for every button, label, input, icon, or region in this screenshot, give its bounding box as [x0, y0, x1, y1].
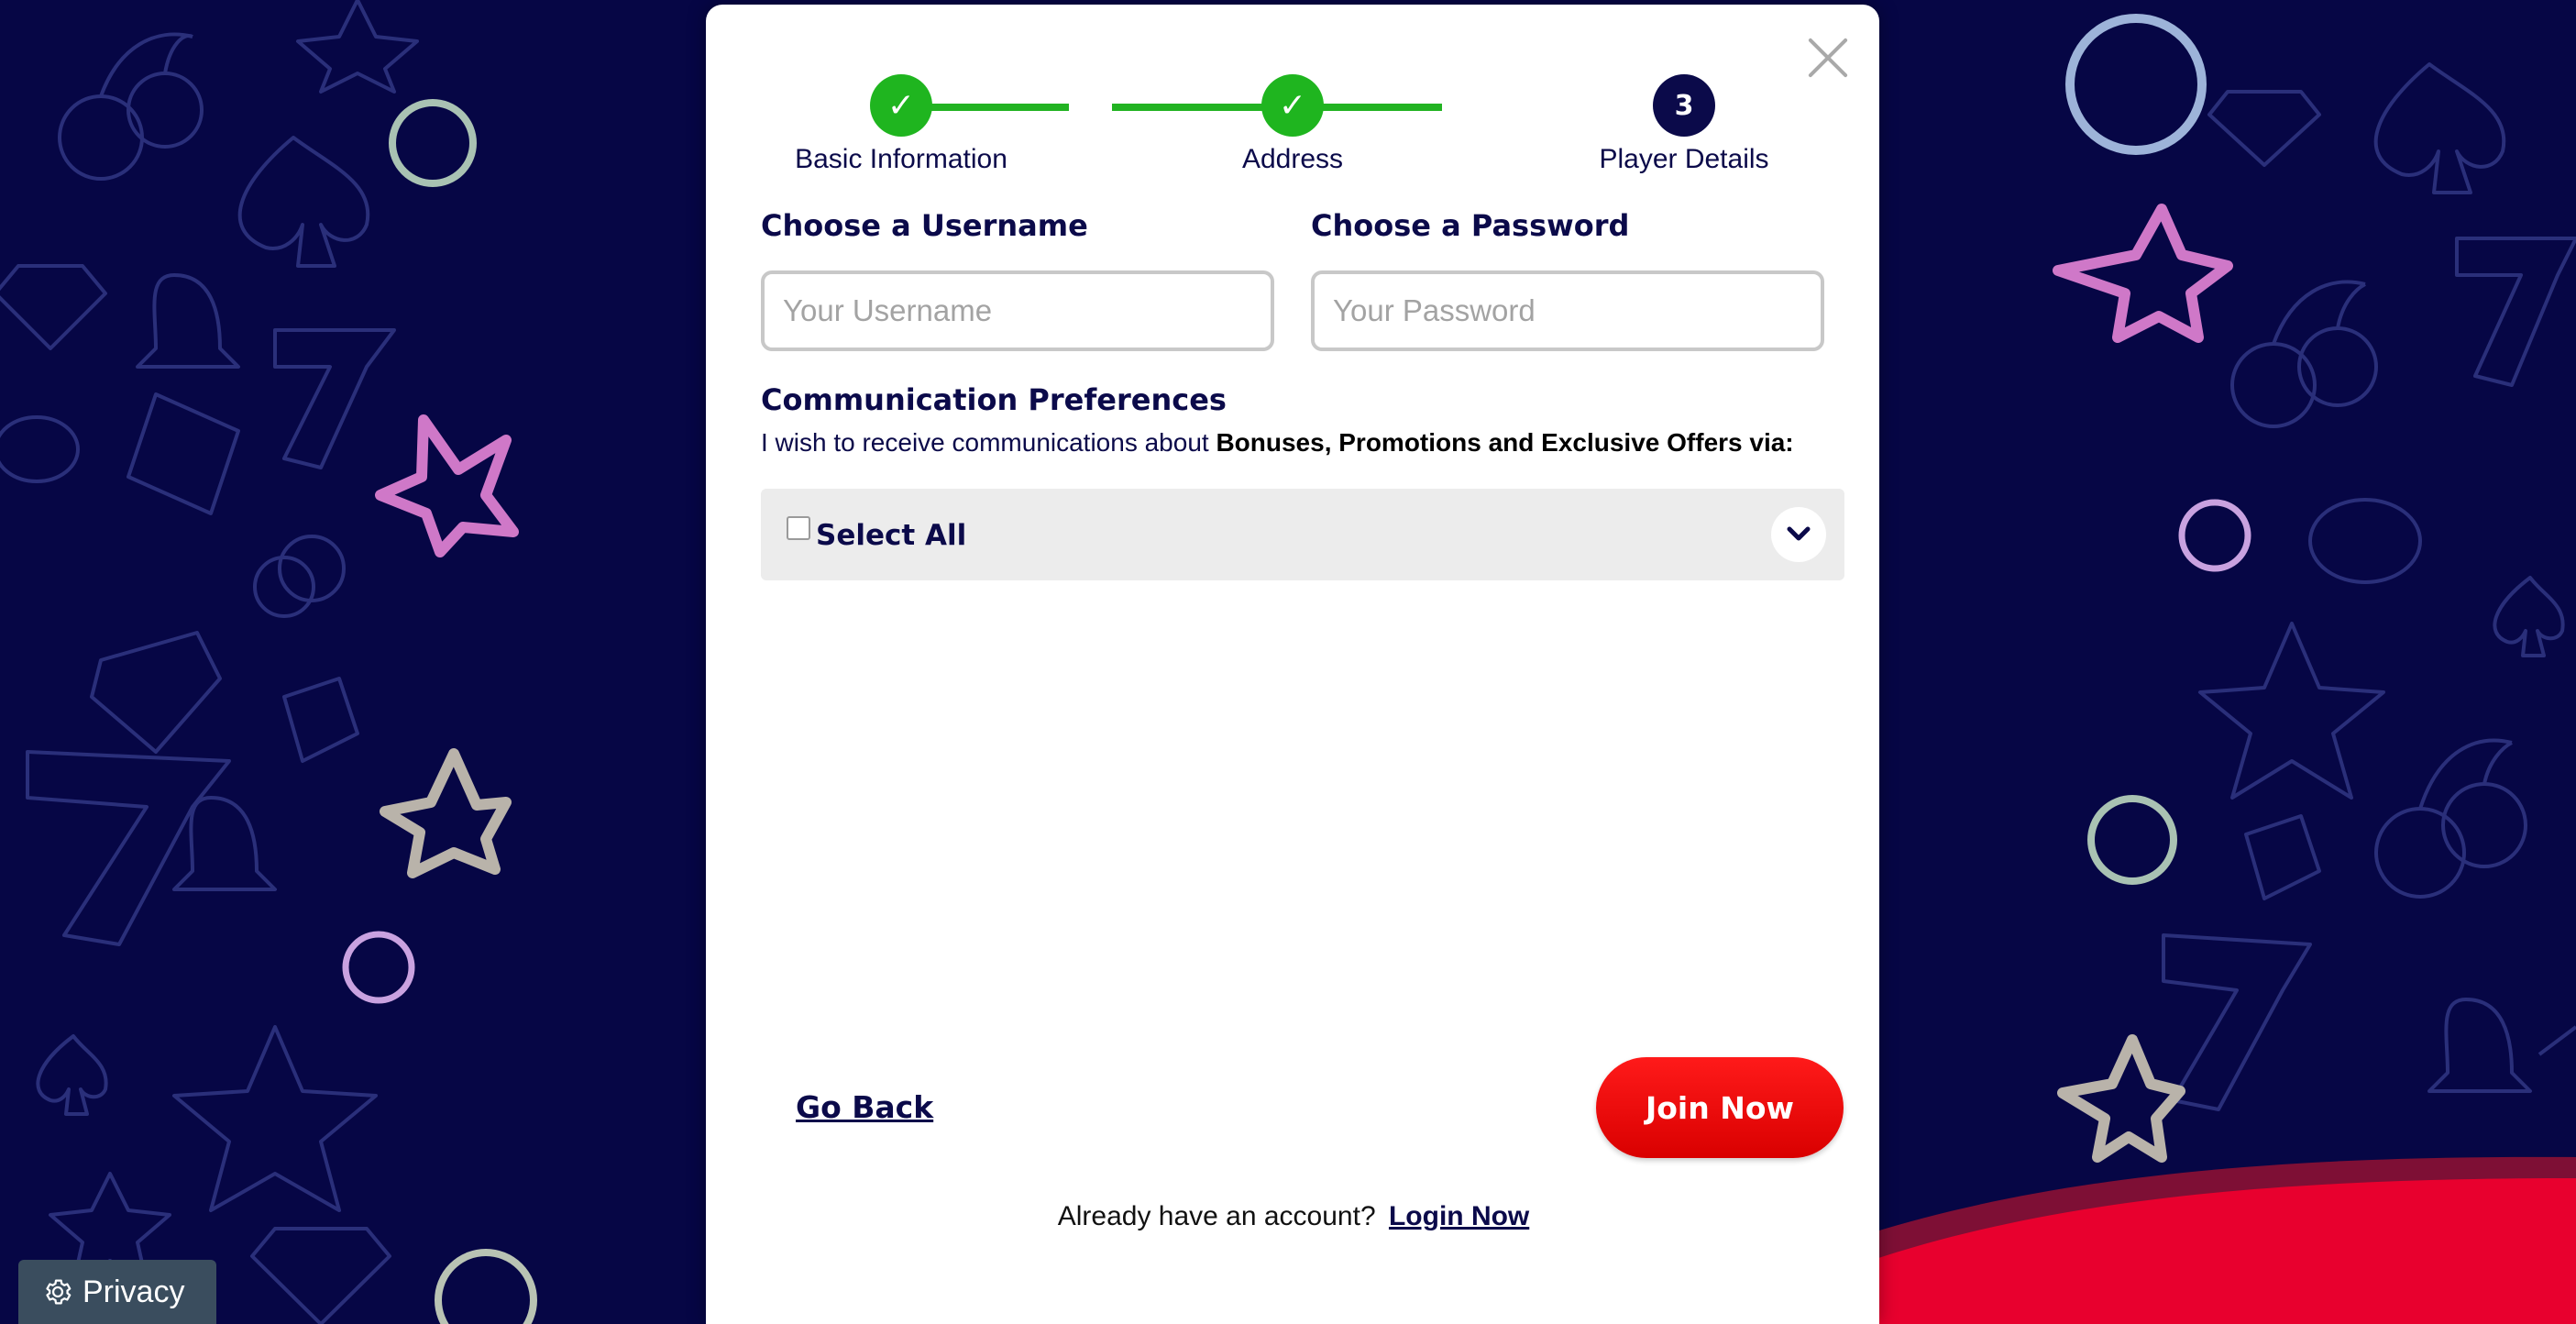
select-all-checkbox[interactable] [787, 516, 810, 540]
step-1-check-icon: ✓ [870, 74, 932, 137]
description-bold: Bonuses, Promotions and Exclusive Offers via: [1216, 428, 1794, 457]
privacy-button[interactable] [18, 1260, 216, 1324]
communication-preferences-title: Communication Preferences [761, 382, 1227, 417]
step-3-number: 3 [1653, 74, 1715, 137]
go-back-link[interactable]: Go Back [796, 1089, 934, 1125]
registration-modal [706, 5, 1879, 1324]
login-prompt-row [706, 1201, 1881, 1232]
join-now-button[interactable]: Join Now [1596, 1057, 1844, 1158]
username-label: Choose a Username [761, 208, 1088, 243]
login-prompt-text: Already have an account? [1057, 1201, 1376, 1231]
password-label: Choose a Password [1311, 208, 1630, 243]
progress-stepper [706, 69, 1879, 188]
chevron-down-icon[interactable] [1771, 507, 1826, 562]
step-label-address: Address [1241, 144, 1344, 174]
description-prefix: I wish to receive communications about [761, 428, 1216, 457]
select-all-panel[interactable] [761, 489, 1844, 580]
password-input[interactable] [1311, 270, 1824, 351]
step-label-basic-information: Basic Information [795, 144, 1007, 174]
gear-icon [42, 1276, 73, 1307]
step-2-check-icon: ✓ [1261, 74, 1324, 137]
communication-description [761, 428, 1794, 458]
username-input[interactable] [761, 270, 1274, 351]
privacy-label[interactable]: Privacy [83, 1274, 185, 1309]
login-now-link[interactable]: Login Now [1388, 1201, 1530, 1231]
step-label-player-details: Player Details [1599, 144, 1769, 174]
select-all-label[interactable]: Select All [816, 519, 967, 552]
